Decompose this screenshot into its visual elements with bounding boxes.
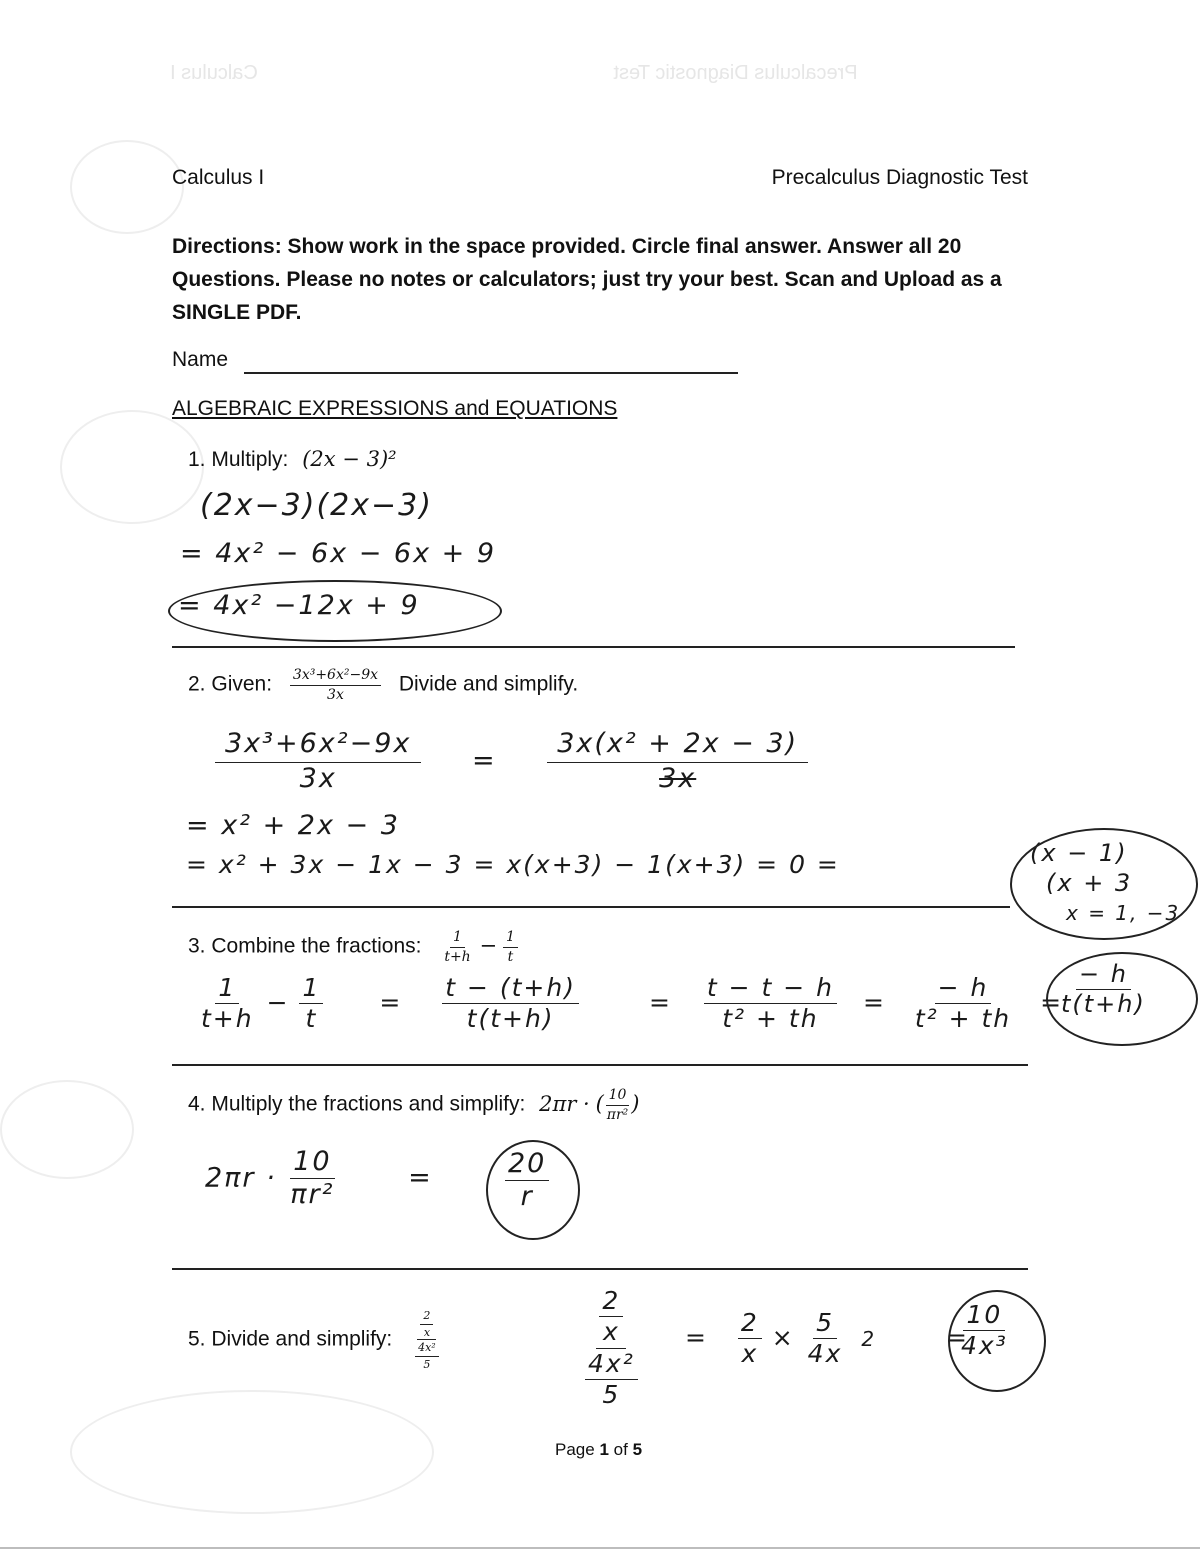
q4-work-line: 2πr · $\frac{10}{\text{πr²}}$ = [205, 1146, 433, 1211]
question-1: 1. Multiply: (2x − 3)² [188, 447, 397, 471]
bleed-through-circle [70, 1390, 434, 1514]
q1-divider [172, 646, 1015, 648]
q4-divider [172, 1268, 1028, 1270]
course-name: Calculus I [172, 166, 265, 189]
q4-answer-circle [486, 1140, 580, 1240]
question-2: 2. Given: $\frac{\text{3x³+6x²−9x}}{3x}$ Divide and simplify. [188, 667, 579, 703]
name-line[interactable] [244, 372, 738, 374]
test-title: Precalculus Diagnostic Test [771, 166, 1028, 189]
page-number: Page 1 of 5 [555, 1440, 643, 1459]
question-5: 5. Divide and simplify: $\frac{\frac{2}{x}}{\frac{\text{4x²}}{5}}$ [188, 1310, 442, 1370]
bleed-through-circle [70, 140, 184, 234]
q5-answer-circle [948, 1290, 1046, 1392]
scan-edge [0, 1547, 1200, 1549]
q5-work-stacked: $\frac{\frac{2}{x}}{\frac{\text{4x²}}{5}}$ [582, 1288, 641, 1408]
q3-divider [172, 1064, 1028, 1066]
bleed-through-circle [0, 1080, 134, 1179]
q5-work-line: = $\frac{2}{x}$ × $\frac{5}{4x}$ 2 = [685, 1308, 969, 1369]
directions: Directions: Show work in the space provided. Circle final answer. Answer all 20 Questions. Please no notes or calculators; just try your best. Scan and Upload as a SINGLE PDF. [172, 235, 1002, 324]
question-4: 4. Multiply the fractions and simplify: 2πr · ( $\frac{10}{\text{πr²}}$ ) [188, 1087, 640, 1123]
q2-work-line1: $\frac{\text{3x³+6x²−9x}}{3x}$ = $\frac{\text{3x(x² + 2x − 3)}}{3x}$ [215, 730, 808, 794]
q2-work-line3: = x² + 3x − 1x − 3 = x(x+3) − 1(x+3) = 0 = [186, 850, 840, 879]
q2-final-answer: (x − 1) (x + 3 x = 1, −3 [1030, 839, 1181, 925]
q2-divider [172, 906, 1010, 908]
section-title: ALGEBRAIC EXPRESSIONS and EQUATIONS [172, 397, 618, 420]
q1-work-line2: = 4x² − 6x − 6x + 9 [180, 538, 497, 569]
q1-final-answer: = 4x² −12x + 9 [178, 590, 420, 621]
q3-work-line: $\frac{1}{t+h}$ − $\frac{1}{t}$ = $\frac{t - (t+h)}{t(t+h)}$ = $\frac{t - t - h}{\text{t² + th}}$ = $\frac{- h}{\text{t² + th}}$ = [201, 973, 1064, 1034]
q2-work-line2: = x² + 2x − 3 [186, 810, 400, 841]
q2-answer-circle [1010, 828, 1198, 940]
bleed-through-text: Precalculus Diagnostic Test Calculus I [170, 62, 858, 84]
question-3: 3. Combine the fractions: $\frac{1}{t+h}$ − $\frac{1}{t}$ [188, 930, 518, 964]
q1-work-line1: (2x−3)(2x−3) [200, 488, 433, 523]
q5-final-answer: $\frac{10}{\text{4x³}}$ [961, 1300, 1008, 1361]
q1-answer-circle [168, 580, 502, 642]
q3-final-answer: $\frac{- h}{t(t+h)}$ [1061, 960, 1146, 1019]
bleed-through-circle [60, 410, 204, 524]
name-label: Name [172, 348, 229, 371]
q3-answer-circle [1046, 952, 1198, 1046]
q4-final-answer: $\frac{20}{r}$ [505, 1150, 549, 1212]
